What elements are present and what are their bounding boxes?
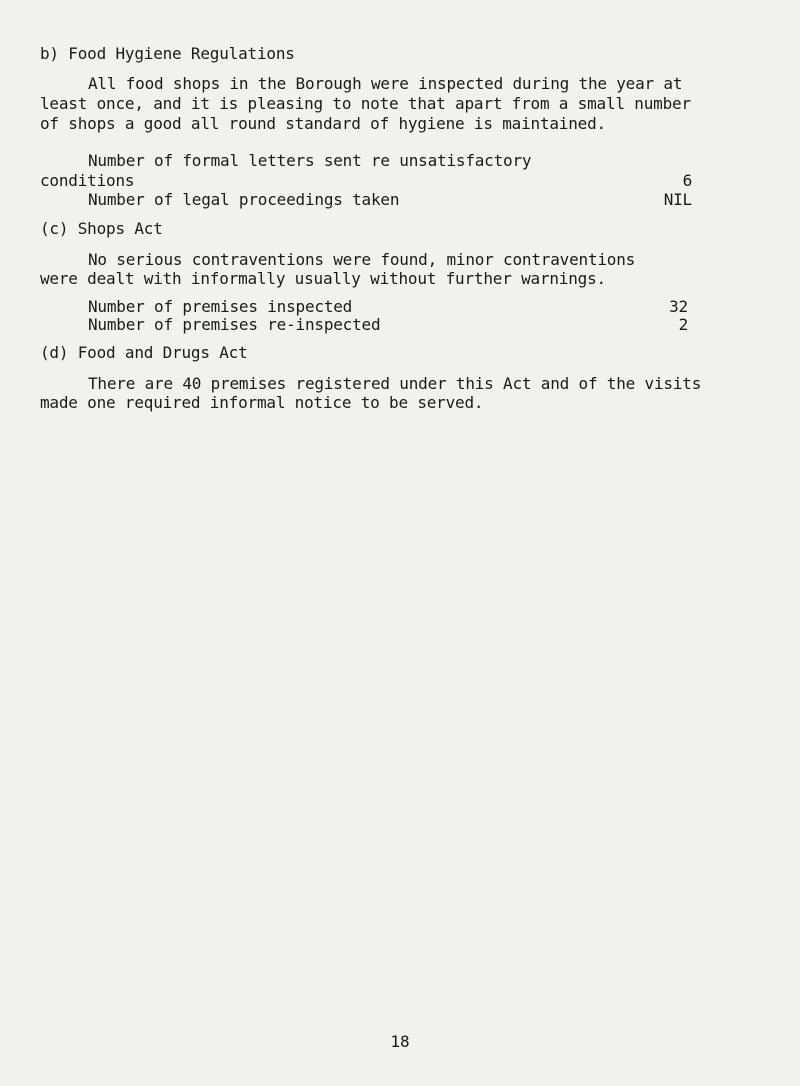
premises-inspected-value: 32 bbox=[669, 297, 688, 316]
letters-value: 6 bbox=[682, 171, 692, 190]
section-c-paragraph-line-2: were dealt with informally usually without further warnings. bbox=[40, 269, 606, 288]
section-b-paragraph-line-1: All food shops in the Borough were inspected during the year at bbox=[88, 74, 683, 93]
premises-inspected-label: Number of premises inspected bbox=[88, 297, 353, 316]
section-d-paragraph-line-1: There are 40 premises registered under this Act and of the visits bbox=[88, 374, 702, 393]
section-c-paragraph-line-1: No serious contraventions were found, minor contraventions bbox=[88, 250, 636, 269]
legal-proceedings-label: Number of legal proceedings taken bbox=[88, 190, 400, 209]
section-d-paragraph-line-2: made one required informal notice to be served. bbox=[40, 393, 484, 412]
premises-reinspected-label: Number of premises re-inspected bbox=[88, 315, 381, 334]
page-number: 18 bbox=[390, 1032, 410, 1051]
section-b-paragraph-line-3: of shops a good all round standard of hygiene is maintained. bbox=[40, 114, 606, 133]
section-d-heading: (d) Food and Drugs Act bbox=[40, 343, 248, 362]
section-b-paragraph-line-2: least once, and it is pleasing to note that apart from a small number bbox=[40, 94, 691, 113]
section-c-heading: (c) Shops Act bbox=[40, 219, 163, 238]
letters-label-line-2: conditions bbox=[40, 171, 135, 190]
premises-reinspected-value: 2 bbox=[678, 315, 688, 334]
section-b-heading: b) Food Hygiene Regulations bbox=[40, 44, 295, 63]
legal-proceedings-value: NIL bbox=[663, 190, 692, 209]
letters-label-line-1: Number of formal letters sent re unsatisfactory bbox=[88, 151, 532, 170]
